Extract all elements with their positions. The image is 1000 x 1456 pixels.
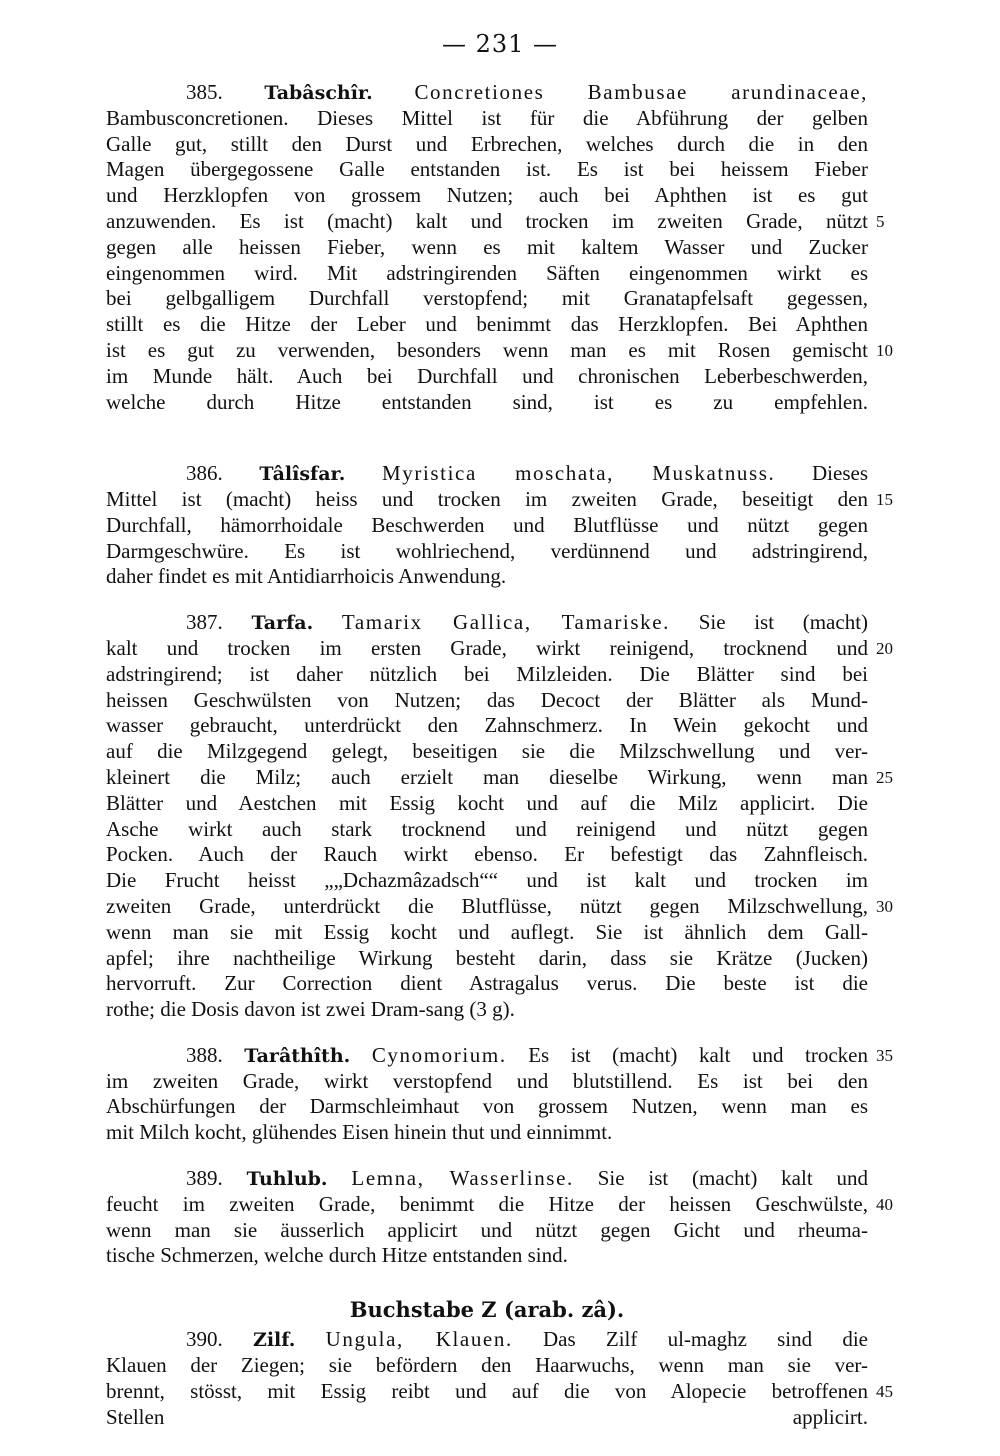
text-line: Darmgeschwüre. Es ist wohlriechend, verdünnend und adstringirend, [106,538,868,563]
text-line-content: kleinert die Milz; auch erzielt man dieselbe Wirkung, wenn man [106,764,868,789]
text-line-content: Sie ist (macht) kalt und [573,1166,869,1191]
entry-latin: Concretiones Bambusae arundinaceae, [414,80,868,104]
text-line: apfel; ihre nachtheilige Wirkung besteht darin, dass sie Krätze (Jucken) [106,945,868,970]
entry-latin: Lemna, Wasserlinse. [351,1166,574,1191]
text-line [106,208,885,235]
text-line: eingenommen wird. Mit adstringirenden Säften eingenommen wirkt es [106,260,868,285]
text-line-content: Sie ist (macht) [670,610,869,635]
text-line: im zweiten Grade, wirkt verstopfend und blutstillend. Es ist bei den [106,1068,868,1093]
entry-386 [106,461,893,590]
text-line: Klauen der Ziegen; sie befördern den Haarwuchs, wenn man sie ver- [106,1353,868,1378]
entry-term: Tuhlub. [246,1168,328,1191]
text-line: daher findet es mit Antidiarrhoicis Anwendung. [106,564,507,589]
text-line: Stellen applicirt. [106,1404,868,1429]
text-line-content: kalt und trocken im ersten Grade, wirkt reinigend, trocknend und [106,635,868,660]
text-body [106,80,893,1456]
entry-term: Tarâthîth. [244,1044,351,1067]
text-line [106,610,868,636]
text-line [106,80,868,106]
text-line [106,415,868,441]
line-number: 45 [876,1381,893,1401]
entry-390 [106,1327,893,1456]
text-line [106,635,893,662]
entry-term: Tarfa. [251,612,314,635]
line-number: 15 [876,489,893,509]
text-line-content: Dieses [775,461,868,486]
text-line [106,337,893,364]
entry-number: 387. [186,610,223,635]
text-line: wenn man sie äusserlich applicirt und nützt gegen Gicht und rheuma- [106,1217,868,1242]
text-line: bei gelbgalligem Durchfall verstopfend; mit Granatapfelsaft gegessen, [106,286,868,311]
text-line-content: zweiten Grade, unterdrückt die Blutflüsse, nützt gegen Milzschwellung, [106,893,868,918]
text-line: auf die Milzgegend gelegt, beseitigen sie die Milzschwellung und ver- [106,739,868,764]
text-line [106,1191,893,1218]
entry-number: 388. [186,1042,223,1067]
text-line: Die Frucht heisst „„Dchazmâzadsch““ und ist kalt und trocken im [106,868,868,893]
text-line [106,893,893,920]
entry-term: Tabâschîr. [264,82,373,104]
text-line [106,764,893,791]
entry-385 [106,80,893,441]
entry-number: 389. [186,1166,223,1191]
text-line: und Herzklopfen von grossem Nutzen; auch bei Aphthen ist es gut [106,183,868,208]
page-number: — 231 — [441,30,559,58]
text-line: Asche wirkt auch stark trocknend und reinigend und nützt gegen [106,816,868,841]
entry-388 [106,1042,893,1146]
text-line [106,1166,868,1192]
line-number: 5 [876,211,885,231]
text-line: gegen alle heissen Fieber, wenn es mit kaltem Wasser und Zucker [106,234,868,259]
entry-number: 390. [186,1327,223,1352]
line-number: 30 [876,896,893,916]
text-line-content: anzuwenden. Es ist (macht) kalt und trocken im zweiten Grade, nützt [106,208,868,233]
line-number: 10 [876,340,893,360]
entry-number: 386. [186,461,223,486]
entry-latin: Cynomorium. [371,1042,507,1067]
line-number: 25 [876,767,893,787]
text-line: wenn man sie mit Essig kocht und auflegt. Sie ist ähnlich dem Gall- [106,919,868,944]
text-line: tische Schmerzen, welche durch Hitze entstanden sind. [106,1243,568,1268]
text-line: Galle gut, stillt den Durst und Erbrechen, welches durch die in den [106,131,868,156]
text-line: adstringirend; ist daher nützlich bei Milzleiden. Die Blätter sind bei [106,661,868,686]
line-number: 35 [876,1045,893,1065]
text-line: Pocken. Auch der Rauch wirkt ebenso. Er befestigt das Zahnfleisch. [106,842,868,867]
text-line: wasser gebraucht, unterdrückt den Zahnschmerz. In Wein gekocht und [106,713,868,738]
entry-389 [106,1166,893,1269]
entry-latin: Ungula, Klauen. [325,1327,513,1352]
text-line: hervorruft. Zur Correction dient Astragalus verus. Die beste ist die [106,971,868,996]
text-line: heissen Geschwülsten von Nutzen; das Decoct der Blätter als Mund- [106,687,868,712]
entry-term: Tâlîsfar. [259,463,346,486]
entry-latin: Tamarix Gallica, Tamariske. [341,610,671,635]
text-line [106,461,868,487]
section-heading: Buchstabe Z (arab. zâ). [349,1297,625,1323]
line-number: 40 [876,1194,893,1214]
text-line-content: Es ist (macht) kalt und trocken [506,1042,869,1067]
text-line: im Munde hält. Auch bei Durchfall und chronischen Leberbeschwerden, [106,363,868,388]
text-line: Durchfall, hämorrhoidale Beschwerden und Blutflüsse und nützt gegen [106,512,868,537]
text-line: stillt es die Hitze der Leber und benimmt das Herzklopfen. Bei Aphthen [106,312,868,337]
text-line [106,486,893,513]
text-line [106,1430,868,1456]
text-line-content: Mittel ist (macht) heiss und trocken im zweiten Grade, beseitigt den [106,486,868,511]
text-line-content: feucht im zweiten Grade, benimmt die Hitze der heissen Geschwülste, [106,1191,868,1216]
entry-term: Zilf. [252,1329,296,1352]
text-line: Bambusconcretionen. Dieses Mittel ist für die Abführung der gelben [106,105,868,130]
entry-387 [106,610,893,1023]
line-number: 20 [876,638,893,658]
text-line-content: ist es gut zu verwenden, besonders wenn man es mit Rosen gemischt [106,337,868,362]
text-line [106,1042,893,1069]
text-line [106,1378,893,1405]
text-line: Magen übergegossene Galle entstanden ist. Es ist bei heissem Fieber [106,157,868,182]
text-line: Abschürfungen der Darmschleimhaut von grossem Nutzen, wenn man es [106,1094,868,1119]
text-line: rothe; die Dosis davon ist zwei Dram-sang (3 g). [106,997,515,1022]
text-line: mit Milch kocht, glühendes Eisen hinein thut und einnimmt. [106,1120,613,1145]
text-line [106,1327,868,1353]
entry-number: 385. [186,80,223,104]
entry-latin: Myristica moschata, Muskatnuss. [382,461,776,486]
text-line-content: Das Zilf ul-maghz sind die [512,1327,868,1352]
text-line-content: brennt, stösst, mit Essig reibt und auf die von Alopecie betroffenen [106,1378,868,1403]
text-line: welche durch Hitze entstanden sind, ist es zu empfehlen. [106,389,868,414]
text-line: Blätter und Aestchen mit Essig kocht und auf die Milz applicirt. Die [106,790,868,815]
